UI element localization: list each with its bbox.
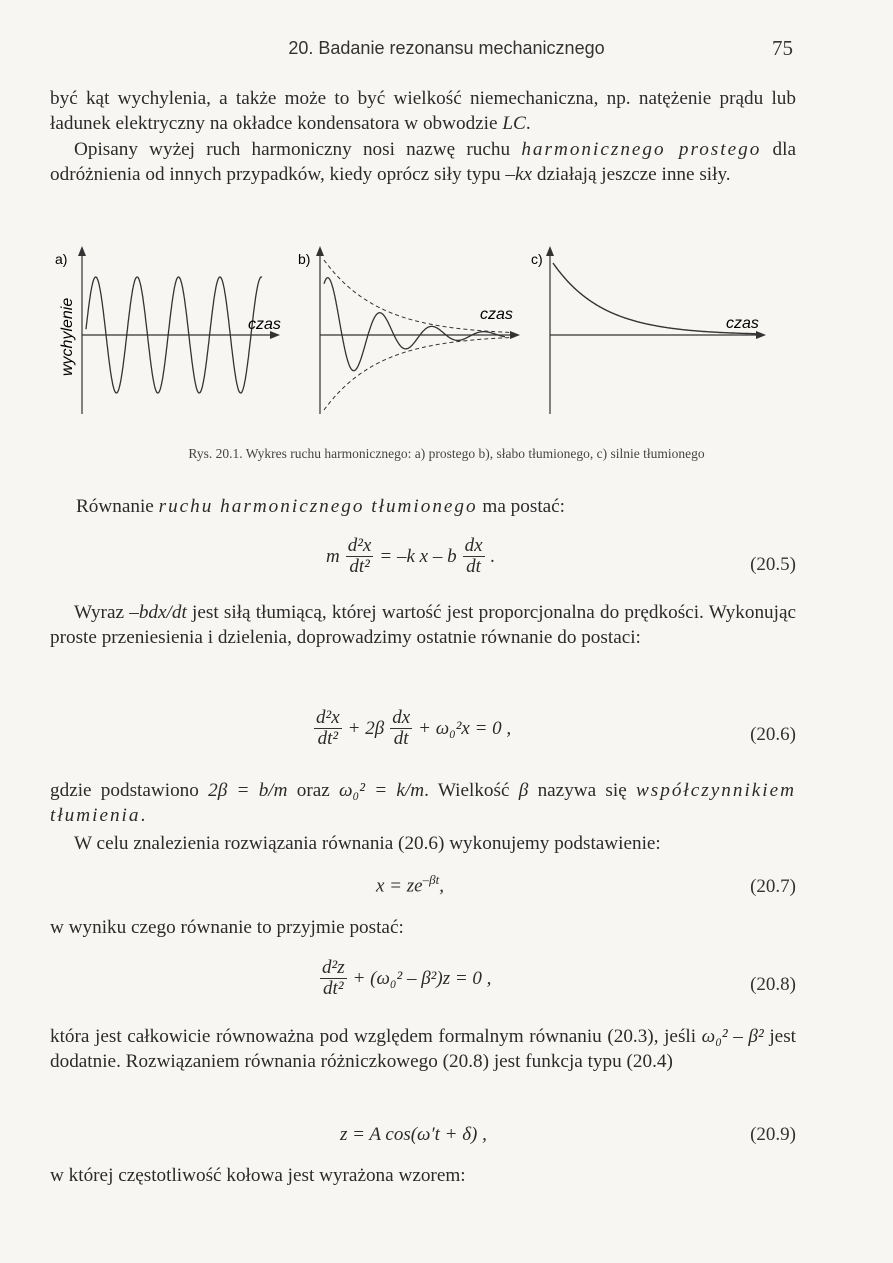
panel-b-y-arrow	[316, 246, 324, 256]
figure-20-1	[50, 234, 840, 424]
panel-b-label: b)	[298, 251, 311, 267]
panel-c-x-arrow	[756, 331, 766, 339]
equation-number-20-7: (20.7)	[750, 876, 796, 897]
panel-b	[298, 246, 520, 414]
term-harmonic-simple: harmonicznego prostego	[521, 139, 762, 160]
paragraph-1: być kąt wychylenia, a także może to być wielkość niemechaniczna, np. natężenie prądu lub ładunek elektryczny na okładce kondensatora w obwodzie LC.	[50, 88, 796, 134]
equation-20-5: m $\frac{\text{d²x}}{\text{dt²}}$ = –k x – b $\frac{dx}{dt}$ .	[326, 535, 496, 577]
paragraph-7: w wyniku czego równanie to przyjmie postać:	[50, 917, 404, 938]
paragraph-3: Równanie ruchu harmonicznego tłumionego ma postać:	[76, 496, 566, 517]
paragraph-9: w której częstotliwość kołowa jest wyrażona wzorem:	[50, 1165, 466, 1186]
panel-a	[55, 246, 281, 414]
y-axis-label: wychylenie	[59, 297, 76, 376]
figure-caption: Rys. 20.1. Wykres ruchu harmonicznego: a) prostego b), słabo tłumionego, c) silnie tłumionego	[188, 446, 705, 461]
running-header: 20. Badanie rezonansu mechanicznego	[288, 38, 605, 58]
equation-number-20-9: (20.9)	[750, 1124, 796, 1145]
panel-a-label: a)	[55, 251, 68, 267]
paragraph-8: która jest całkowicie równoważna pod względem formalnym równaniu (20.3), jeśli ω₀² – β² jest dodatnie. Rozwiązaniem równania różniczkowego (20.8) jest funkcja typu (20.4)	[50, 1026, 796, 1072]
panel-b-time-label: czas	[480, 306, 513, 323]
panel-c	[531, 246, 766, 414]
panel-b-damped-curve	[324, 278, 505, 371]
paragraph-5: gdzie podstawiono 2β = b/m oraz ω₀² = k/m. Wielkość β nazywa się współczynnikiem tłumienia.	[50, 780, 796, 826]
equation-20-9: z = A cos(ω′t + δ) ,	[340, 1124, 487, 1145]
equation-20-8: $\frac{\text{d²z}}{\text{dt²}}$ + (ω₀² – β²)z = 0 ,	[322, 957, 492, 999]
paragraph-4: Wyraz –bdx/dt jest siłą tłumiącą, której wartość jest proporcjonalna do prędkości. Wykonując proste przeniesienia i dzielenia, doprowadzimy ostatnie równanie do postaci:	[50, 602, 796, 648]
lc-symbol: LC	[502, 113, 526, 134]
panel-b-x-arrow	[510, 331, 520, 339]
paragraph-2: Opisany wyżej ruch harmoniczny nosi nazwę ruchu harmonicznego prostego dla odróżnienia od innych przypadków, kiedy oprócz siły typu –kx działają jeszcze inne siły.	[50, 139, 796, 185]
paragraph-6: W celu znalezienia rozwiązania równania (20.6) wykonujemy podstawienie:	[74, 833, 661, 854]
term-harmonic-damped: ruchu harmonicznego tłumionego	[158, 496, 478, 517]
equation-number-20-5: (20.5)	[750, 554, 796, 575]
panel-c-label: c)	[531, 251, 543, 267]
panel-a-y-arrow	[78, 246, 86, 256]
page-number: 75	[772, 36, 793, 60]
panel-c-y-arrow	[546, 246, 554, 256]
panel-c-time-label: czas	[726, 315, 759, 332]
equation-20-6: $\frac{\text{d²x}}{\text{dt²}}$ + 2β $\frac{dx}{dt}$ + ω₀²x = 0 ,	[316, 707, 512, 749]
equation-number-20-8: (20.8)	[750, 974, 796, 995]
panel-b-envelope-lower	[324, 338, 512, 411]
panel-a-time-label: czas	[248, 316, 281, 333]
equation-20-7: $x = ze^{-\beta t}$,	[376, 872, 444, 897]
term-damping-coefficient: współczynnikiem tłumienia	[50, 780, 796, 826]
equation-number-20-6: (20.6)	[750, 724, 796, 745]
